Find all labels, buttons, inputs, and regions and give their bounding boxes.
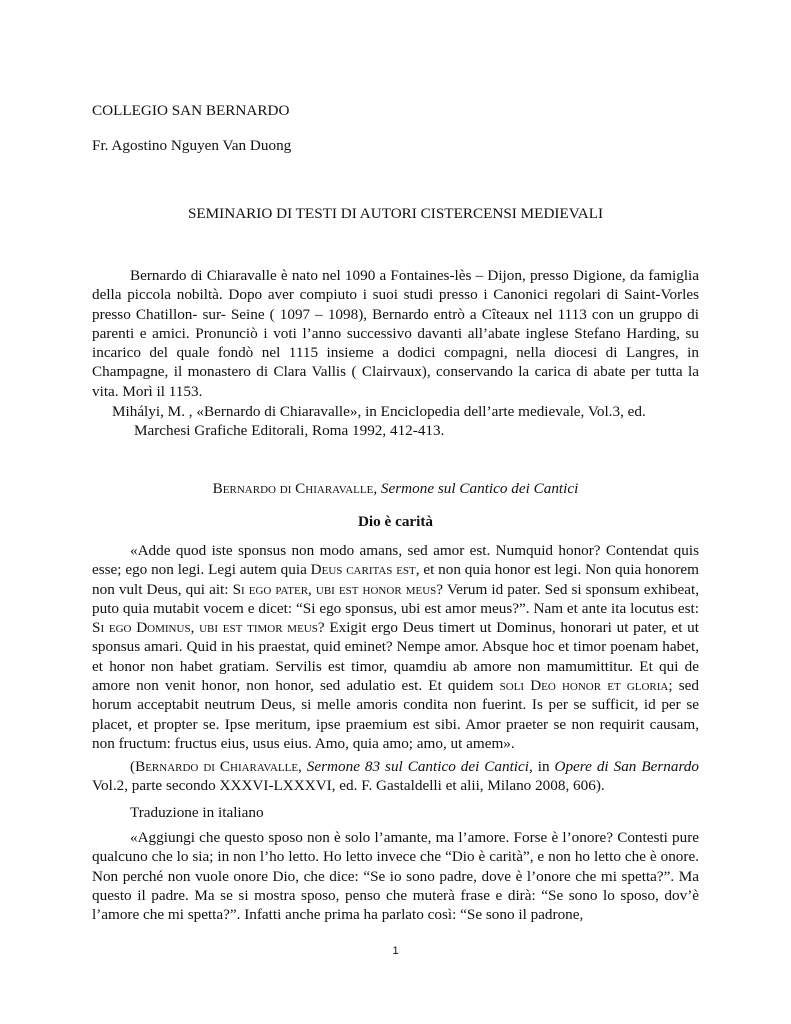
intro-paragraph: Bernardo di Chiaravalle è nato nel 1090 a Fontaines-lès – Dijon, presso Digione, da famiglia della piccola nobiltà. Dopo aver compiuto i suoi studi presso i Canonici regolari di Saint-Vorles presso Chatillon- sur- Seine ( 1097 – 1098), Bernardo entrò a Cîteaux nel 1113 con un gruppo di parenti e amici. Pronunciò i voti l’anno successivo davanti all’abate inglese Stefano Harding, su incarico del quale fondò nel 1115 insieme a dodici compagni, nella diocesi di Langres, in Champagne, il monastero di Clara Vallis ( Clairvaux), conservando la carica di abate per tutta la vita. Morì il 1153. [92,267,699,400]
latin-quote-dominus: Si ego Dominus, ubi est timor meus [92,619,318,637]
intro-citation [112,402,734,441]
latin-quote-soli-deo: soli Deo honor et gloria [499,677,669,695]
ref-rest: Vol.2, parte secondo XXXVI-LXXXVI, ed. F. Gastaldelli et alii, Milano 2008, 606). [92,777,605,795]
text-heading [92,479,699,498]
latin-quote-deus-caritas: Deus caritas est [310,561,416,579]
section-title: Dio è carità [357,513,434,530]
latin-passage [92,541,699,753]
ref-book: Opere di San Bernardo [554,758,699,775]
latin-text-5: ; sed horum acceptabit neutrum Deus, si melle amoris condita non fuerint. Is per se sufficit, id per se placet, et propter se. Ipse meritum, ipse praemium est sibi. Amor praeter se non requirit causam, non fructum: fructus eius, usus eius. Amo, quia amo; amo, ut amem». [92,677,699,752]
latin-text-4: ? Exigit ergo Deus timert ut Dominus, honorari ut pater, et ut sponsus amari. Quid in his praestat, quid eminet? Nempe amor. Absque hoc et timor poenam habet, et honor non habet gratiam. Servilis est timor, quamdiu ab amore non mamumittitur. Et qui de amore non venit honor, non honor, sed adulatio est. Et quidem [92,619,699,695]
latin-text-3: ? Verum id pater. Sed si sponsum exhibeat, puto quia mutabit vocem e dicet: “Si ego sponsus, ubi est amor meus?”. Nam et ante ita locutus est: [92,580,699,617]
author-name: Fr. Agostino Nguyen Van Duong [92,137,292,154]
ref-in: in [532,758,555,775]
heading-work: Sermone sul Cantico dei Cantici [380,480,579,497]
heading-author: Bernardo di Chiaravalle [212,480,374,497]
ref-sep: , [298,758,307,775]
latin-quote-pater: Si ego pater, ubi est honor meus [232,580,437,598]
translation-text: «Aggiungi che questo sposo non è solo l’amante, ma l’amore. Forse è l’onore? Contesti pure qualcuno che lo sia; in non l’ho letto. Ho letto invece che “Dio è carità”, e non ho letto che è onore. Non perché non vuole onore Dio, che dice: “Se io sono padre, dove è l’onore che mi spetta?”. Ma questo il padre. Ma se si mostra sposo, penso che muterà frase e dirà: “Se sono lo sposo, dov’è l’amore che mi spetta?”. Infatti anche prima ha parlato così: “Se sono il padrone, [92,829,699,924]
latin-text-1: «Adde quod iste sponsus non modo amans, sed amor est. Numquid honor? Contendat quis esse; ego non legi. Legi autem quia [92,542,699,579]
heading-sep: , [373,480,381,497]
page-number: 1 [392,945,399,957]
document-title: SEMINARIO DI TESTI DI AUTORI CISTERCENSI MEDIEVALI [187,205,604,222]
latin-text-2: , et non quia honor est legi. Non quia honorem non vult Deus, qui ait: [92,561,699,598]
ref-open: ( [130,758,136,775]
translation-label: Traduzione in italiano [130,804,264,821]
citation-line-1: Mihályi, M. , «Bernardo di Chiaravalle», in Enciclopedia dell’arte medievale, Vol.3, ed. [112,403,646,420]
citation-line-2: Marchesi Grafiche Editorali, Roma 1992, 412-413. [134,422,445,440]
ref-author: Bernardo di Chiaravalle [135,758,299,775]
school-name: COLLEGIO SAN BERNARDO [92,102,290,119]
source-reference [92,757,699,796]
ref-work: Sermone 83 sul Cantico dei Cantici, [306,758,533,775]
